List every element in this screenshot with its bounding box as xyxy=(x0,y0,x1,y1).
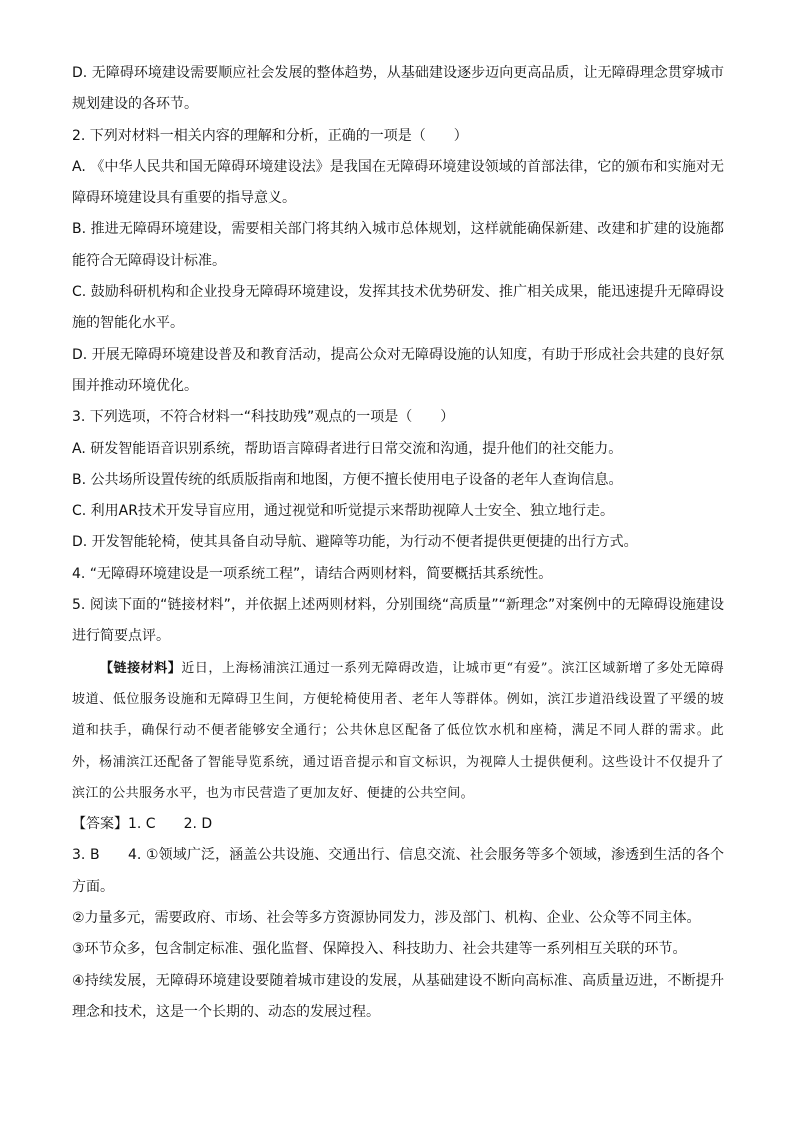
q3-option-c: C. 利用AR技术开发导盲应用，通过视觉和听觉提示来帮助视障人士安全、独立地行走。 xyxy=(72,503,614,520)
q2-option-d: D. 开展无障碍环境建设普及和教育活动，提高公众对无障碍设施的认知度，有助于形成社会共建的良好氛围并推动环境优化。 xyxy=(72,346,724,394)
link-material xyxy=(72,653,724,809)
q3-option-d: D. 开发智能轮椅，使其具备自动导航、避障等功能，为行动不便者提供更便捷的出行方式。 xyxy=(72,534,638,551)
link-material-tag: 【链接材料】 xyxy=(100,660,182,676)
q3-option-a: A. 研发智能语音识别系统，帮助语言障碍者进行日常交流和沟通，提升他们的社交能力。 xyxy=(72,440,623,457)
q2-stem: 2. 下列对材料一相关内容的理解和分析，正确的一项是（ ） xyxy=(72,127,468,144)
answer-line-1 xyxy=(72,809,724,840)
answer-point-3: ③环节众多，包含制定标准、强化监督、保障投入、科技助力、社会共建等一系列相互关联的环节。 xyxy=(72,941,687,958)
q2-option-a: A. 《中华人民共和国无障碍环境建设法》是我国在无障碍环境建设领域的首部法律，它的颁布和实施对无障碍环境建设具有重要的指导意义。 xyxy=(72,158,724,207)
answer-choices-1-2: 1. C 2. D xyxy=(128,816,213,833)
q3-option-b: B. 公共场所设置传统的纸质版指南和地图，方便不擅长使用电子设备的老年人查询信息。 xyxy=(72,471,623,488)
q5-stem: 5. 阅读下面的“链接材料”，并依据上述两则材料，分别围绕“高质量”“新理念”对案例中的无障碍设施建设进行简要点评。 xyxy=(72,597,724,645)
document-page xyxy=(72,58,724,1028)
q2-option-c: C. 鼓励科研机构和企业投身无障碍环境建设，发挥其技术优势研发、推广相关成果，能迅速提升无障碍设施的智能化水平。 xyxy=(72,284,724,332)
answer-tag: 【答案】 xyxy=(72,816,128,833)
link-material-text: 近日，上海杨浦滨江通过一系列无障碍改造，让城市更“有爱”。滨江区域新增了多处无障碍坡道、低位服务设施和无障碍卫生间，方便轮椅使用者、老年人等群体。例如，滨江步道沿线设置了平缓的坡道和扶手，确保行动不便者能够安全通行；公共休息区配备了低位饮水机和座椅，满足不同人群的需求。此外，杨浦滨江还配备了智能导览系统，通过语音提示和盲文标识，为视障人士提供便利。这些设计不仅提升了滨江的公共服务水平，也为市民营造了更加友好、便捷的公共空间。 xyxy=(72,660,724,801)
q1-option-d: D. 无障碍环境建设需要顺应社会发展的整体趋势，从基础建设逐步迈向更高品质，让无障碍理念贯穿城市规划建设的各环节。 xyxy=(72,65,724,113)
answer-point-2: ②力量多元，需要政府、市场、社会等多方资源协同发力，涉及部门、机构、企业、公众等不同主体。 xyxy=(72,910,701,927)
q4-stem: 4. “无障碍环境建设是一项系统工程”，请结合两则材料，简要概括其系统性。 xyxy=(72,565,553,582)
answer-point-4: ④持续发展，无障碍环境建设要随着城市建设的发展，从基础建设不断向高标准、高质量迈进，不断提升理念和技术，这是一个长期的、动态的发展过程。 xyxy=(72,972,724,1020)
answer-line-2: 3. B 4. ①领域广泛，涵盖公共设施、交通出行、信息交流、社会服务等多个领域，渗透到生活的各个方面。 xyxy=(72,847,724,895)
q3-stem: 3. 下列选项，不符合材料一“科技助残”观点的一项是（ ） xyxy=(72,409,455,426)
q2-option-b: B. 推进无障碍环境建设，需要相关部门将其纳入城市总体规划，这样就能确保新建、改建和扩建的设施都能符合无障碍设计标准。 xyxy=(72,221,724,269)
